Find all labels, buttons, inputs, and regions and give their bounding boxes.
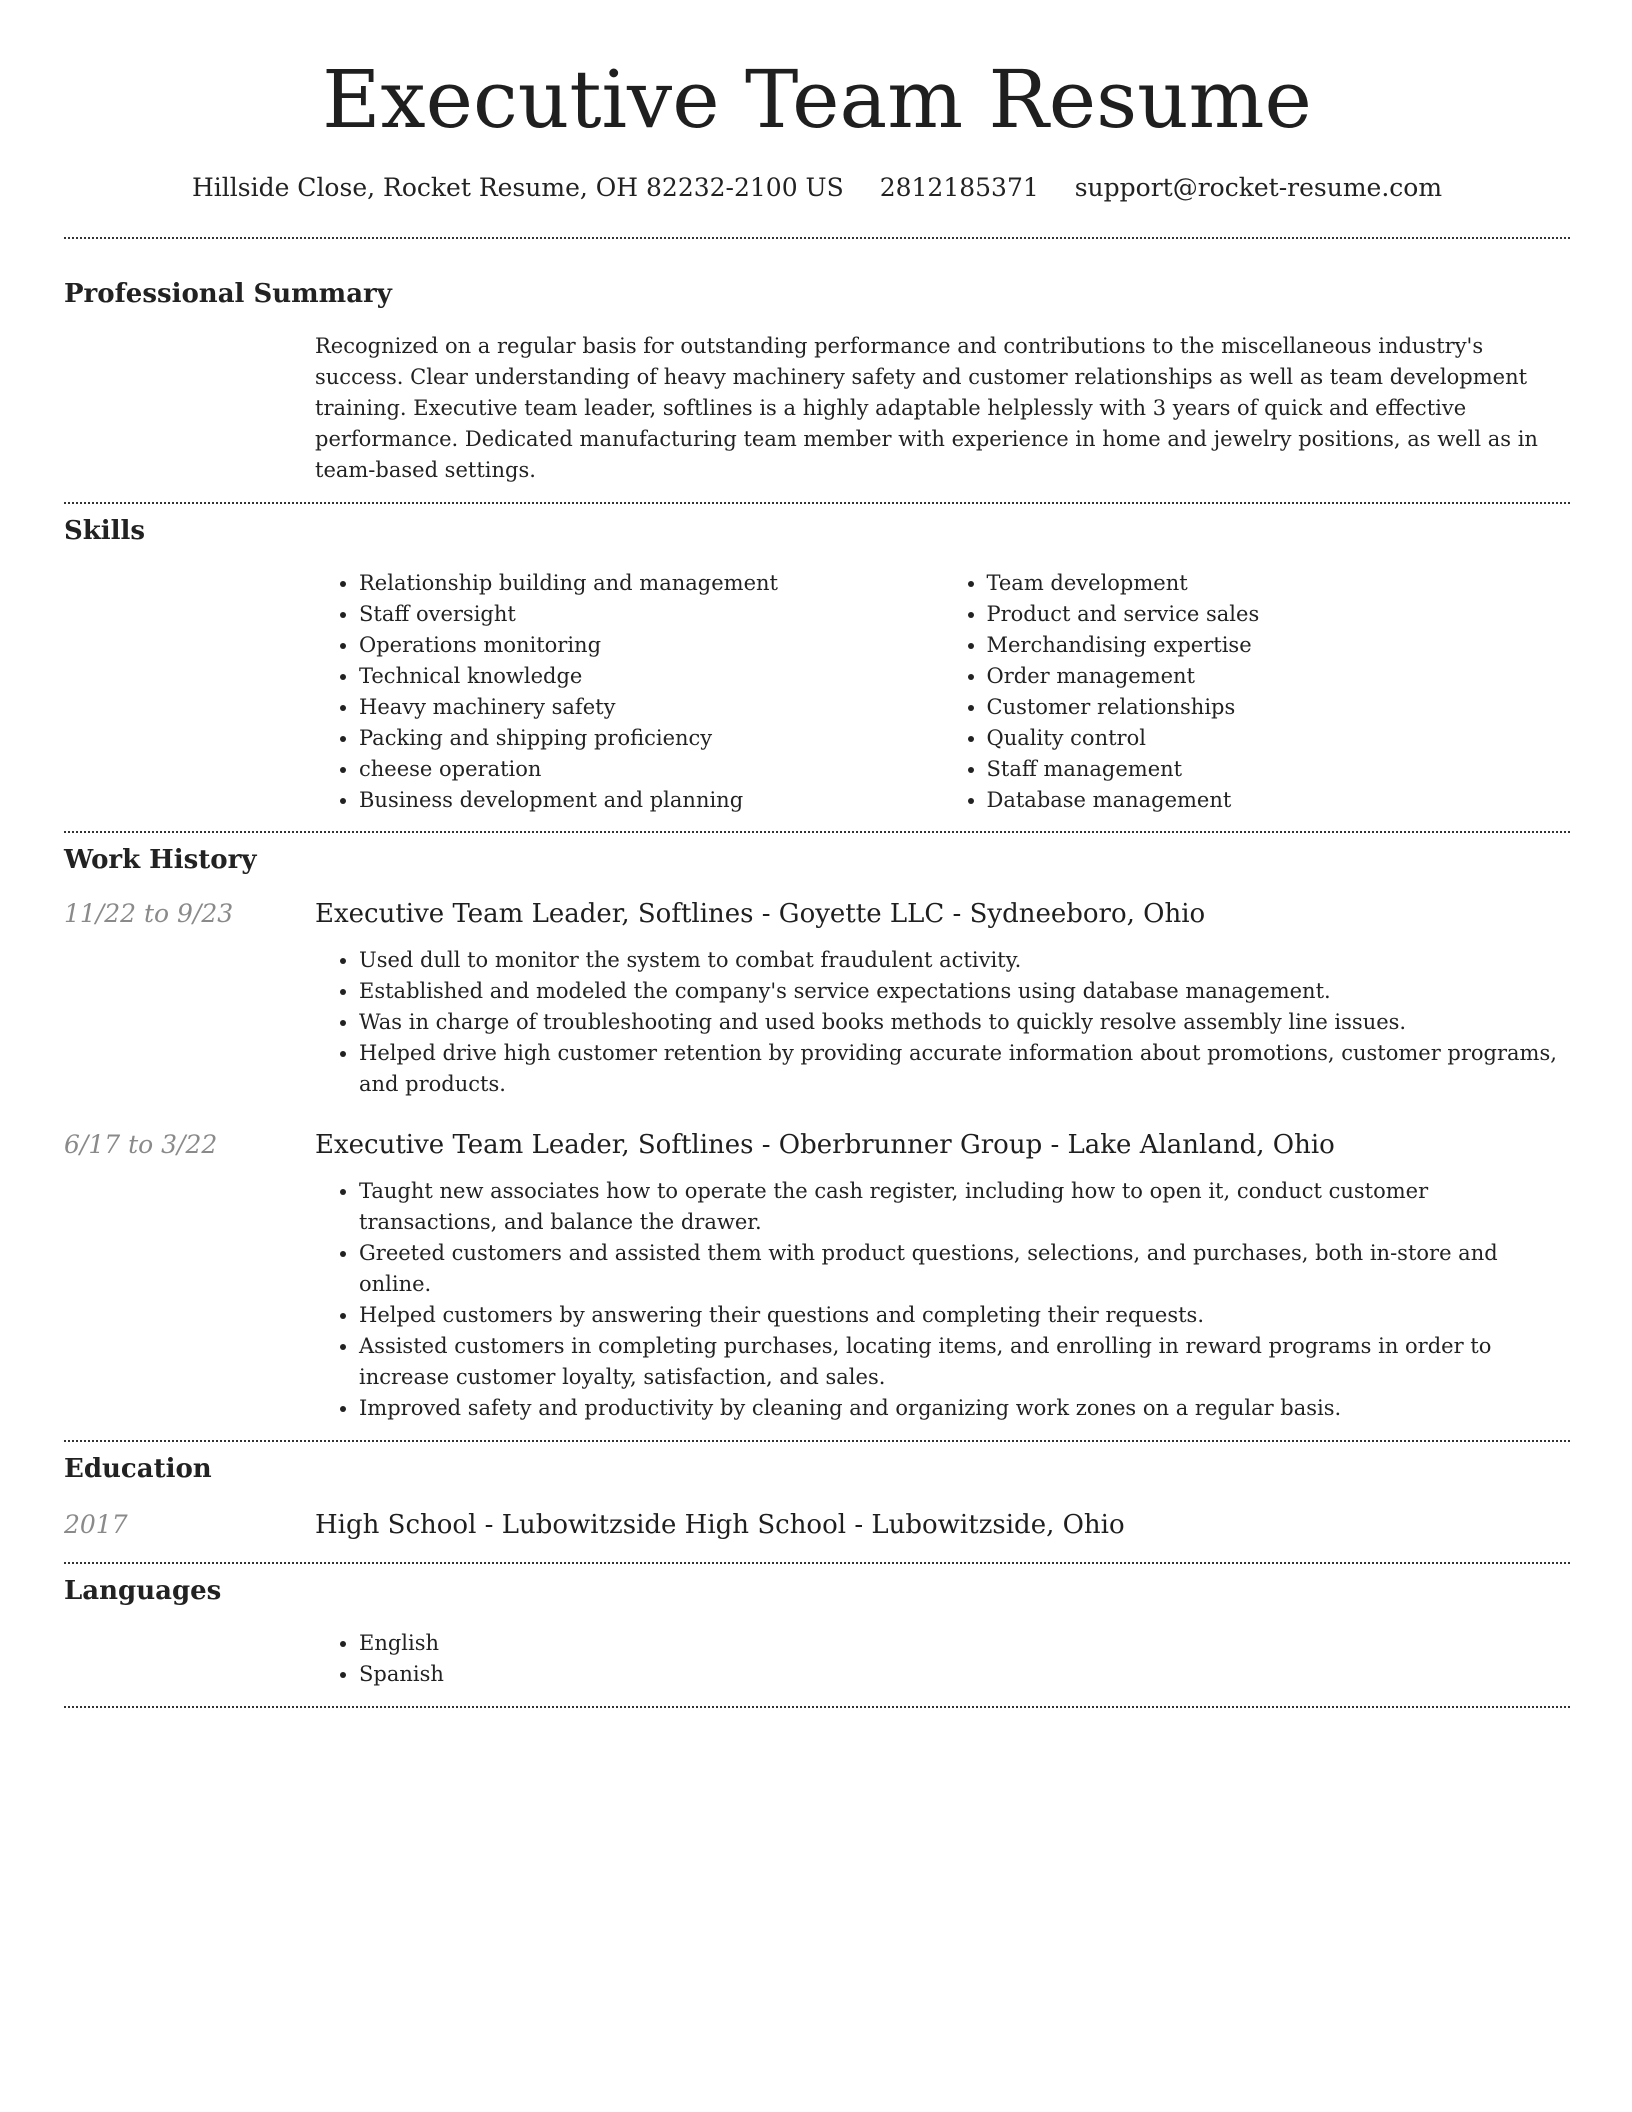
education-heading: Education — [64, 1454, 212, 1484]
job-title: Executive Team Leader, Softlines - Oberbrunner Group - Lake Alanland, Ohio — [315, 1130, 1335, 1160]
summary-section — [64, 277, 1570, 486]
contact-email: support@rocket-resume.com — [1074, 173, 1443, 202]
languages-section — [64, 1574, 1570, 1690]
skills-section — [64, 514, 1570, 816]
job-dates: 11/22 to 9/23 — [64, 899, 234, 928]
skill-item: • Staff management — [987, 754, 1571, 785]
job-title: Executive Team Leader, Softlines - Goyette LLC - Sydneeboro, Ohio — [315, 899, 1206, 929]
job-entry — [64, 1128, 1570, 1424]
education-school: High School - Lubowitzside High School - Lubowitzside, Ohio — [315, 1510, 1125, 1540]
languages-heading: Languages — [64, 1576, 222, 1606]
job-bullet: • Greeted customers and assisted them with product questions, selections, and purchases, both in-store and online. — [359, 1238, 1570, 1300]
language-item: • English — [359, 1628, 1570, 1659]
job-bullet: • Helped customers by answering their questions and completing their requests. — [359, 1300, 1570, 1331]
skills-list-left — [315, 568, 943, 816]
contact-address: Hillside Close, Rocket Resume, OH 82232-2100 US — [191, 173, 844, 202]
skill-item: • Merchandising expertise — [987, 630, 1571, 661]
skills-list-right — [943, 568, 1571, 816]
divider — [64, 831, 1570, 833]
contact-phone: 2812185371 — [879, 173, 1039, 202]
divider — [64, 1562, 1570, 1564]
education-section — [64, 1452, 1570, 1542]
job-header — [64, 1128, 1570, 1162]
resume-title: Executive Team Resume — [322, 53, 1312, 146]
job-entry — [64, 897, 1570, 1100]
resume-page — [64, 0, 1570, 1708]
skill-item: • Customer relationships — [987, 692, 1571, 723]
education-year: 2017 — [64, 1510, 128, 1539]
summary-heading: Professional Summary — [64, 279, 392, 309]
job-bullet: • Was in charge of troubleshooting and used books methods to quickly resolve assembly line issues. — [359, 1007, 1570, 1038]
skill-item: • Team development — [987, 568, 1571, 599]
job-header — [64, 897, 1570, 931]
summary-text: Recognized on a regular basis for outstanding performance and contributions to the miscellaneous industry's success. Clear understanding of heavy machinery safety and customer relationships as well as team development training. Executive team leader, softlines is a highly adaptable helplessly with 3 years of quick and effective performance. Dedicated manufacturing team member with experience in home and jewelry positions, as well as in team-based settings. — [315, 334, 1538, 482]
job-bullets — [315, 1176, 1570, 1424]
divider — [64, 1706, 1570, 1708]
job-bullet: • Helped drive high customer retention by providing accurate information about promotions, customer programs, and products. — [359, 1038, 1570, 1100]
divider — [64, 502, 1570, 504]
contact-line — [64, 172, 1570, 204]
job-bullet: • Used dull to monitor the system to combat fraudulent activity. — [359, 945, 1570, 976]
skill-item: • Database management — [987, 785, 1571, 816]
education-entry — [64, 1508, 1570, 1542]
skill-item: • Technical knowledge — [359, 661, 943, 692]
skill-item: • Staff oversight — [359, 599, 943, 630]
skill-item: • Order management — [987, 661, 1571, 692]
job-bullet: • Established and modeled the company's service expectations using database management. — [359, 976, 1570, 1007]
divider — [64, 1440, 1570, 1442]
languages-list — [315, 1628, 1570, 1690]
job-bullet: • Improved safety and productivity by cleaning and organizing work zones on a regular basis. — [359, 1393, 1570, 1424]
work-section — [64, 843, 1570, 1424]
skill-item: • Packing and shipping proficiency — [359, 723, 943, 754]
skill-item: • Quality control — [987, 723, 1571, 754]
skill-item: • Relationship building and management — [359, 568, 943, 599]
job-bullets — [315, 945, 1570, 1100]
language-item: • Spanish — [359, 1659, 1570, 1690]
skill-item: • Business development and planning — [359, 785, 943, 816]
job-bullet: • Assisted customers in completing purchases, locating items, and enrolling in reward programs in order to increase customer loyalty, satisfaction, and sales. — [359, 1331, 1570, 1393]
skill-item: • Product and service sales — [987, 599, 1571, 630]
job-dates: 6/17 to 3/22 — [64, 1130, 218, 1159]
work-heading: Work History — [64, 845, 257, 875]
skills-columns — [315, 568, 1570, 816]
skill-item: • Operations monitoring — [359, 630, 943, 661]
skill-item: • cheese operation — [359, 754, 943, 785]
divider — [64, 237, 1570, 239]
job-bullet: • Taught new associates how to operate the cash register, including how to open it, conduct customer transactions, and balance the drawer. — [359, 1176, 1570, 1238]
skill-item: • Heavy machinery safety — [359, 692, 943, 723]
skills-heading: Skills — [64, 516, 146, 546]
